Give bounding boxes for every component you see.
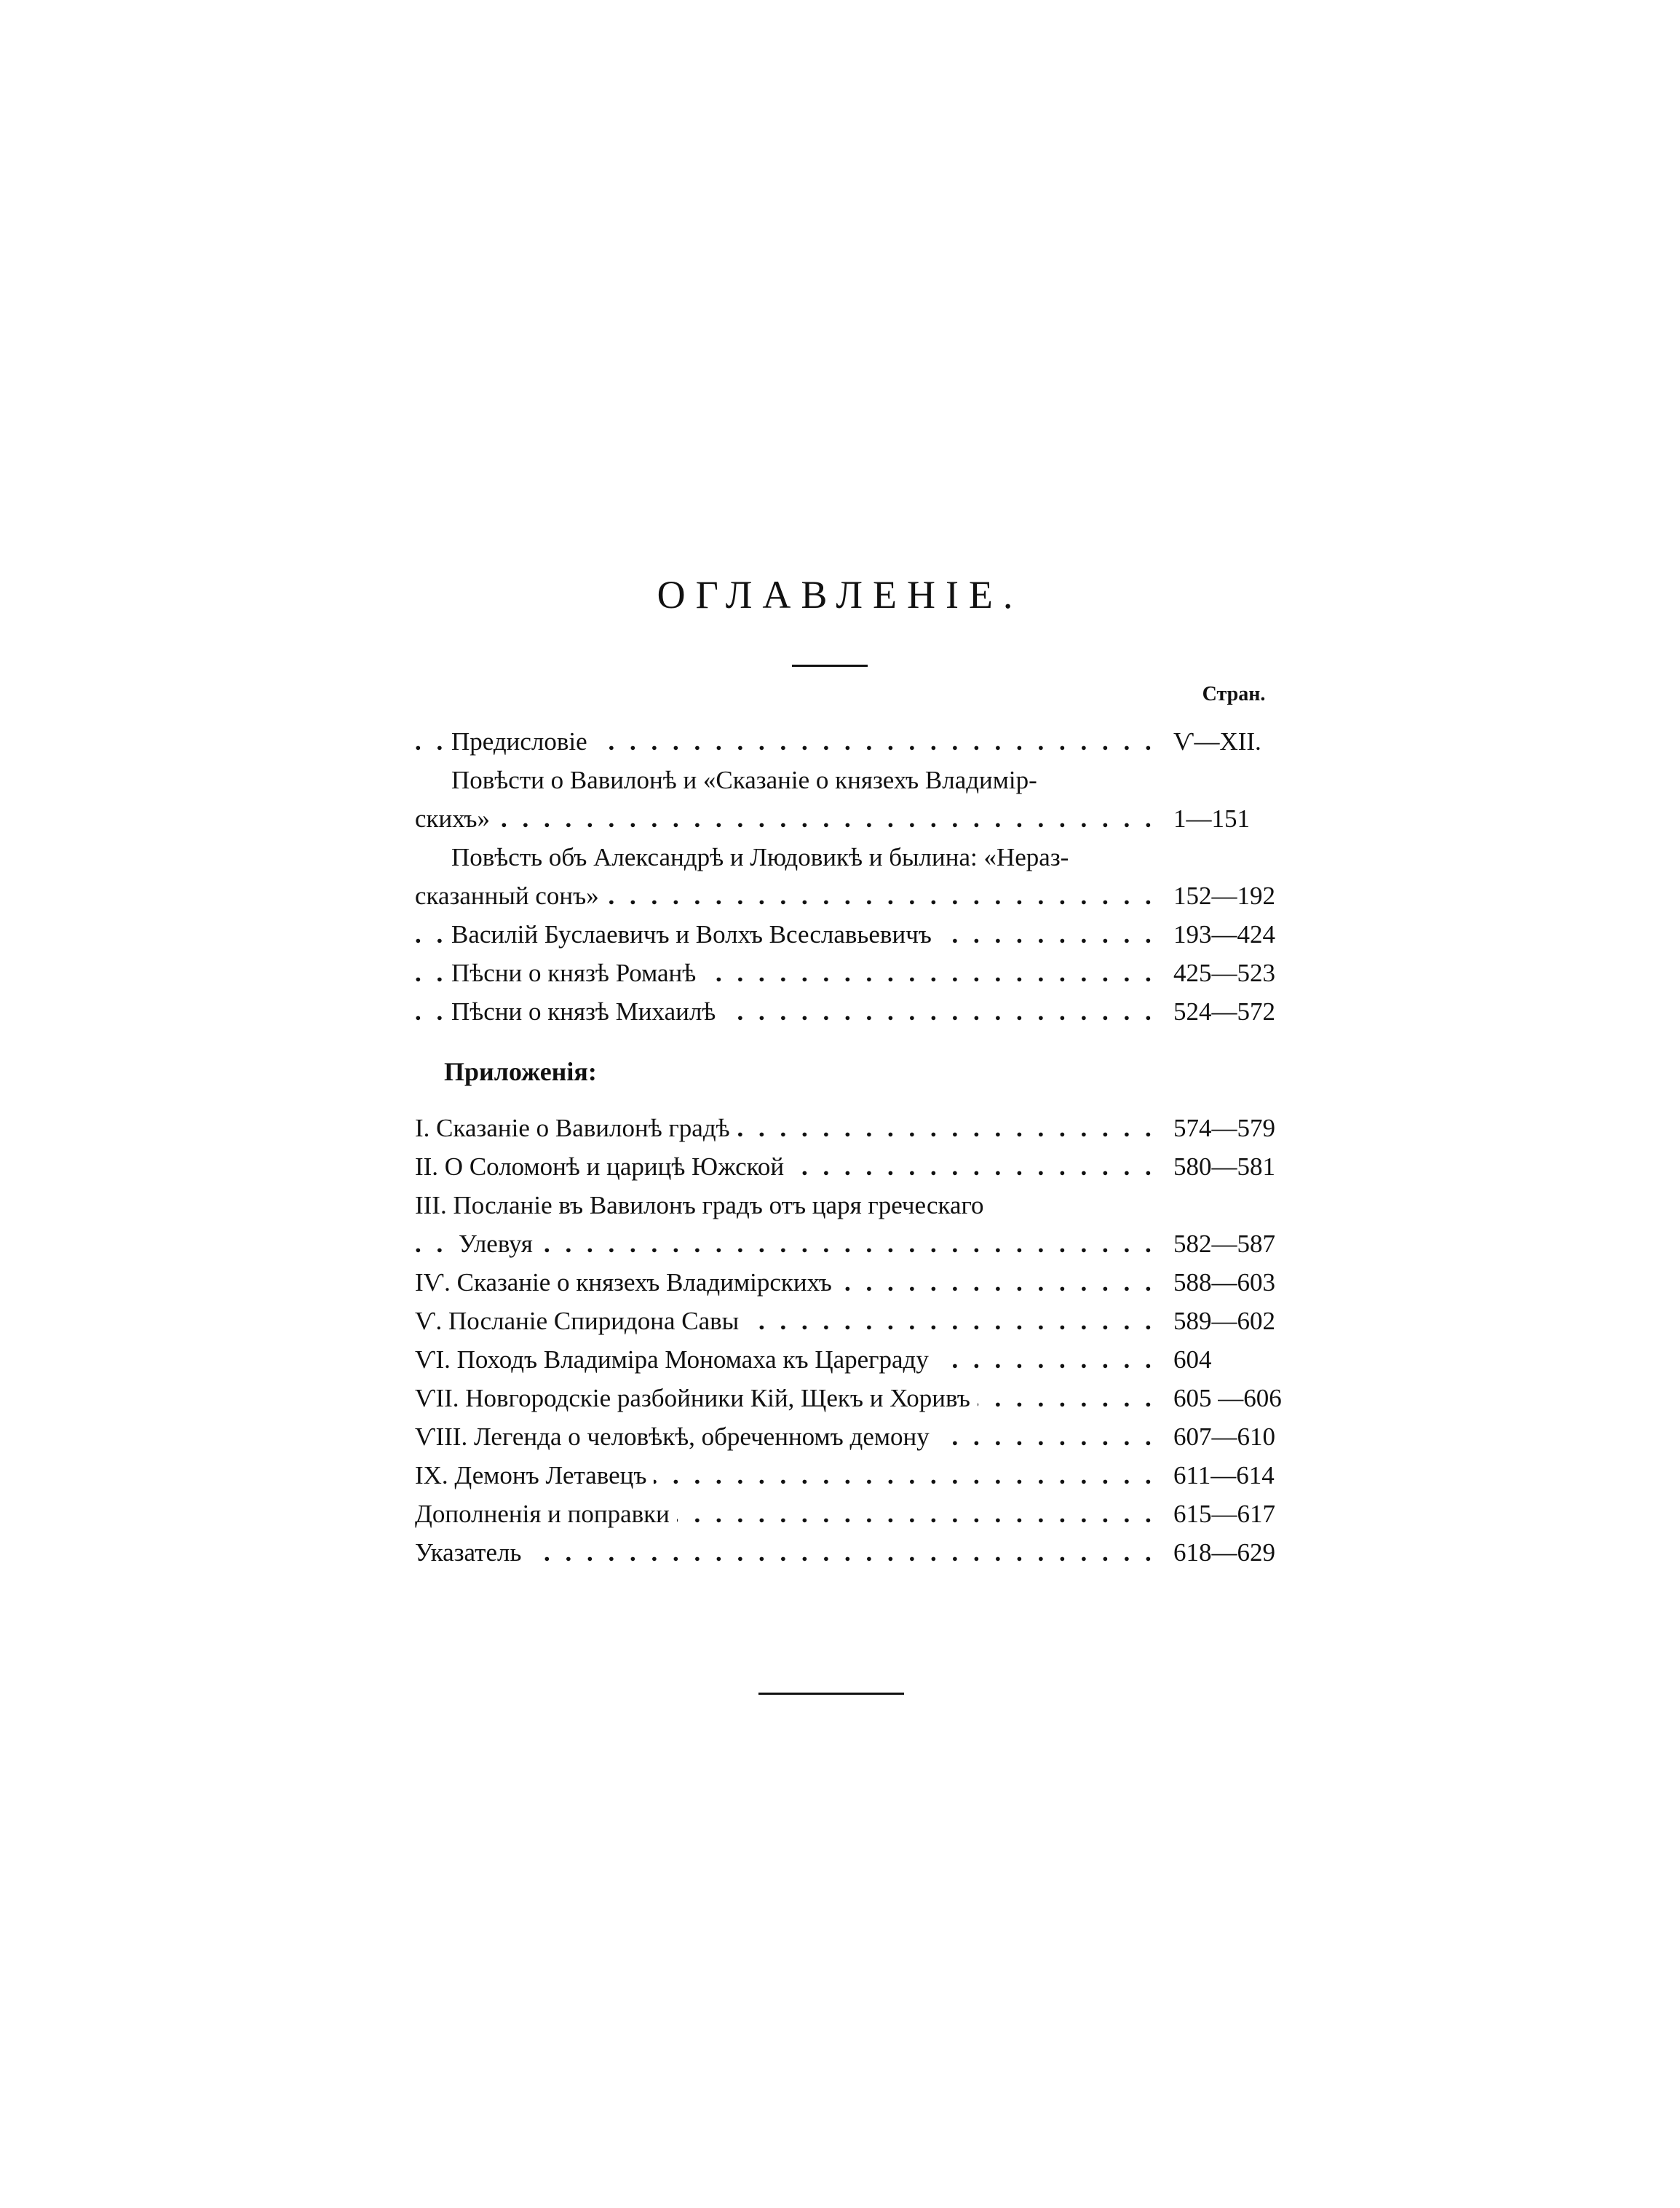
toc-entry-label: ѴI. Походъ Владиміра Мономаха къ Цареграду (415, 1345, 936, 1374)
toc-entry-pages: Ѵ—XII. (1173, 727, 1261, 756)
toc-entry-pages: 524—572 (1173, 997, 1275, 1026)
toc-entry-pages: 604 (1173, 1345, 1212, 1374)
toc-entry-text (415, 1533, 1157, 1572)
toc-entry-label: Ѵ. Посланіе Спиридона Савы (415, 1307, 746, 1335)
toc-entry-text (415, 1417, 1157, 1456)
toc-entry-line (415, 1533, 1310, 1572)
toc-entry-line (415, 1302, 1310, 1340)
toc-entry-text (415, 915, 1157, 954)
main-entries (415, 722, 1310, 1031)
toc-entry-line (415, 1456, 1310, 1495)
toc-entry-line (415, 877, 1310, 915)
toc-entry-text (415, 954, 1157, 992)
toc-entry-line (415, 1263, 1310, 1302)
toc-entry-line (415, 1147, 1310, 1186)
toc-entry-label: IX. Демонъ Летавецъ (415, 1461, 654, 1489)
toc-entry-line (415, 1109, 1310, 1147)
toc-entry-text (415, 1340, 1157, 1379)
title-divider (792, 665, 868, 667)
toc-entry-text (415, 1302, 1157, 1340)
toc-entry-pages: 607—610 (1173, 1422, 1275, 1451)
toc-entry-pages: 618—629 (1173, 1538, 1275, 1567)
toc-entry-pages: 588—603 (1173, 1268, 1275, 1297)
toc-entry-line (415, 722, 1310, 761)
toc-entry-line (415, 1379, 1310, 1417)
toc-entry-text (415, 722, 1157, 761)
toc-entry-label: II. О Соломонѣ и царицѣ Южской (415, 1152, 791, 1181)
toc-entry-line (415, 1186, 1310, 1224)
toc-entry-pages: 574—579 (1173, 1114, 1275, 1142)
toc-entry-text (415, 1186, 1157, 1224)
toc-entry-line (415, 915, 1310, 954)
toc-entry-label: Улевуя (459, 1230, 540, 1258)
toc-entry-line (415, 1417, 1310, 1456)
toc-entry-line (415, 799, 1310, 838)
toc-entry-pages: 589—602 (1173, 1307, 1275, 1335)
toc-entry-text (415, 1224, 1157, 1263)
toc-entry-label: сказанный сонъ» (415, 882, 606, 910)
toc-entry-label: Предисловіе (451, 727, 595, 756)
toc-entry-label: Василій Буслаевичъ и Волхъ Всеславьевичъ (451, 920, 939, 949)
toc-entry-label: Пѣсни о князѣ Михаилѣ (451, 997, 723, 1026)
end-divider (758, 1693, 904, 1695)
toc-entry-text (415, 1495, 1157, 1533)
toc-entry-line (415, 1340, 1310, 1379)
toc-entry-label: ѴIII. Легенда о человѣкѣ, обреченномъ демону (415, 1422, 937, 1451)
toc-entry-label: скихъ» (415, 804, 497, 833)
toc-entry-text (415, 992, 1157, 1031)
toc-entry-pages: 152—192 (1173, 882, 1275, 910)
page-column-header: Стран. (1202, 683, 1266, 705)
toc-entry-label: Повѣсти о Вавилонѣ и «Сказаніе о князехъ Владимір- (451, 766, 1045, 794)
toc-entry-text (415, 799, 1157, 838)
toc-entry-line (415, 1495, 1310, 1533)
toc-entry-pages: 425—523 (1173, 959, 1275, 987)
toc-entry-pages: 611—614 (1173, 1461, 1275, 1489)
toc-entry-text (415, 1456, 1157, 1495)
toc-entry-line (415, 838, 1310, 877)
toc-entry-text (415, 877, 1157, 915)
toc-entry-text (415, 838, 1157, 877)
toc-entry-pages: 193—424 (1173, 920, 1275, 949)
toc-entry-label: Дополненія и поправки (415, 1500, 677, 1528)
appendix-heading: Приложенія: (444, 1057, 597, 1086)
toc-entry-label: ѴII. Новгородскіе разбойники Кій, Щекъ и Хоривъ (415, 1384, 978, 1412)
toc-entry-line (415, 1224, 1310, 1263)
toc-entry-line (415, 954, 1310, 992)
appendix-entries (415, 1109, 1310, 1572)
toc-entry-label: III. Посланіе въ Вавилонъ градъ отъ царя греческаго (415, 1191, 991, 1219)
toc-entry-pages: 580—581 (1173, 1152, 1275, 1181)
table-of-contents (415, 722, 1310, 1572)
toc-entry-text (415, 1147, 1157, 1186)
toc-entry-line (415, 992, 1310, 1031)
toc-entry-text (415, 1263, 1157, 1302)
toc-entry-text (415, 1109, 1157, 1147)
toc-entry-text (415, 761, 1157, 799)
toc-entry-label: IѴ. Сказаніе о князехъ Владимірскихъ (415, 1268, 839, 1297)
toc-entry-label: Повѣсть объ Александрѣ и Людовикѣ и былина: «Нераз- (451, 843, 1076, 871)
toc-entry-pages: 1—151 (1173, 804, 1250, 833)
toc-entry-text (415, 1379, 1157, 1417)
page-title: ОГЛАВЛЕНІЕ. (657, 573, 1023, 617)
toc-entry-pages: 605 —606 (1173, 1384, 1282, 1412)
toc-entry-label: Указатель (415, 1538, 528, 1567)
toc-entry-label: I. Сказаніе о Вавилонѣ градѣ (415, 1114, 737, 1142)
toc-entry-pages: 615—617 (1173, 1500, 1275, 1528)
toc-entry-label: Пѣсни о князѣ Романѣ (451, 959, 703, 987)
toc-entry-pages: 582—587 (1173, 1230, 1275, 1258)
toc-entry-line (415, 761, 1310, 799)
